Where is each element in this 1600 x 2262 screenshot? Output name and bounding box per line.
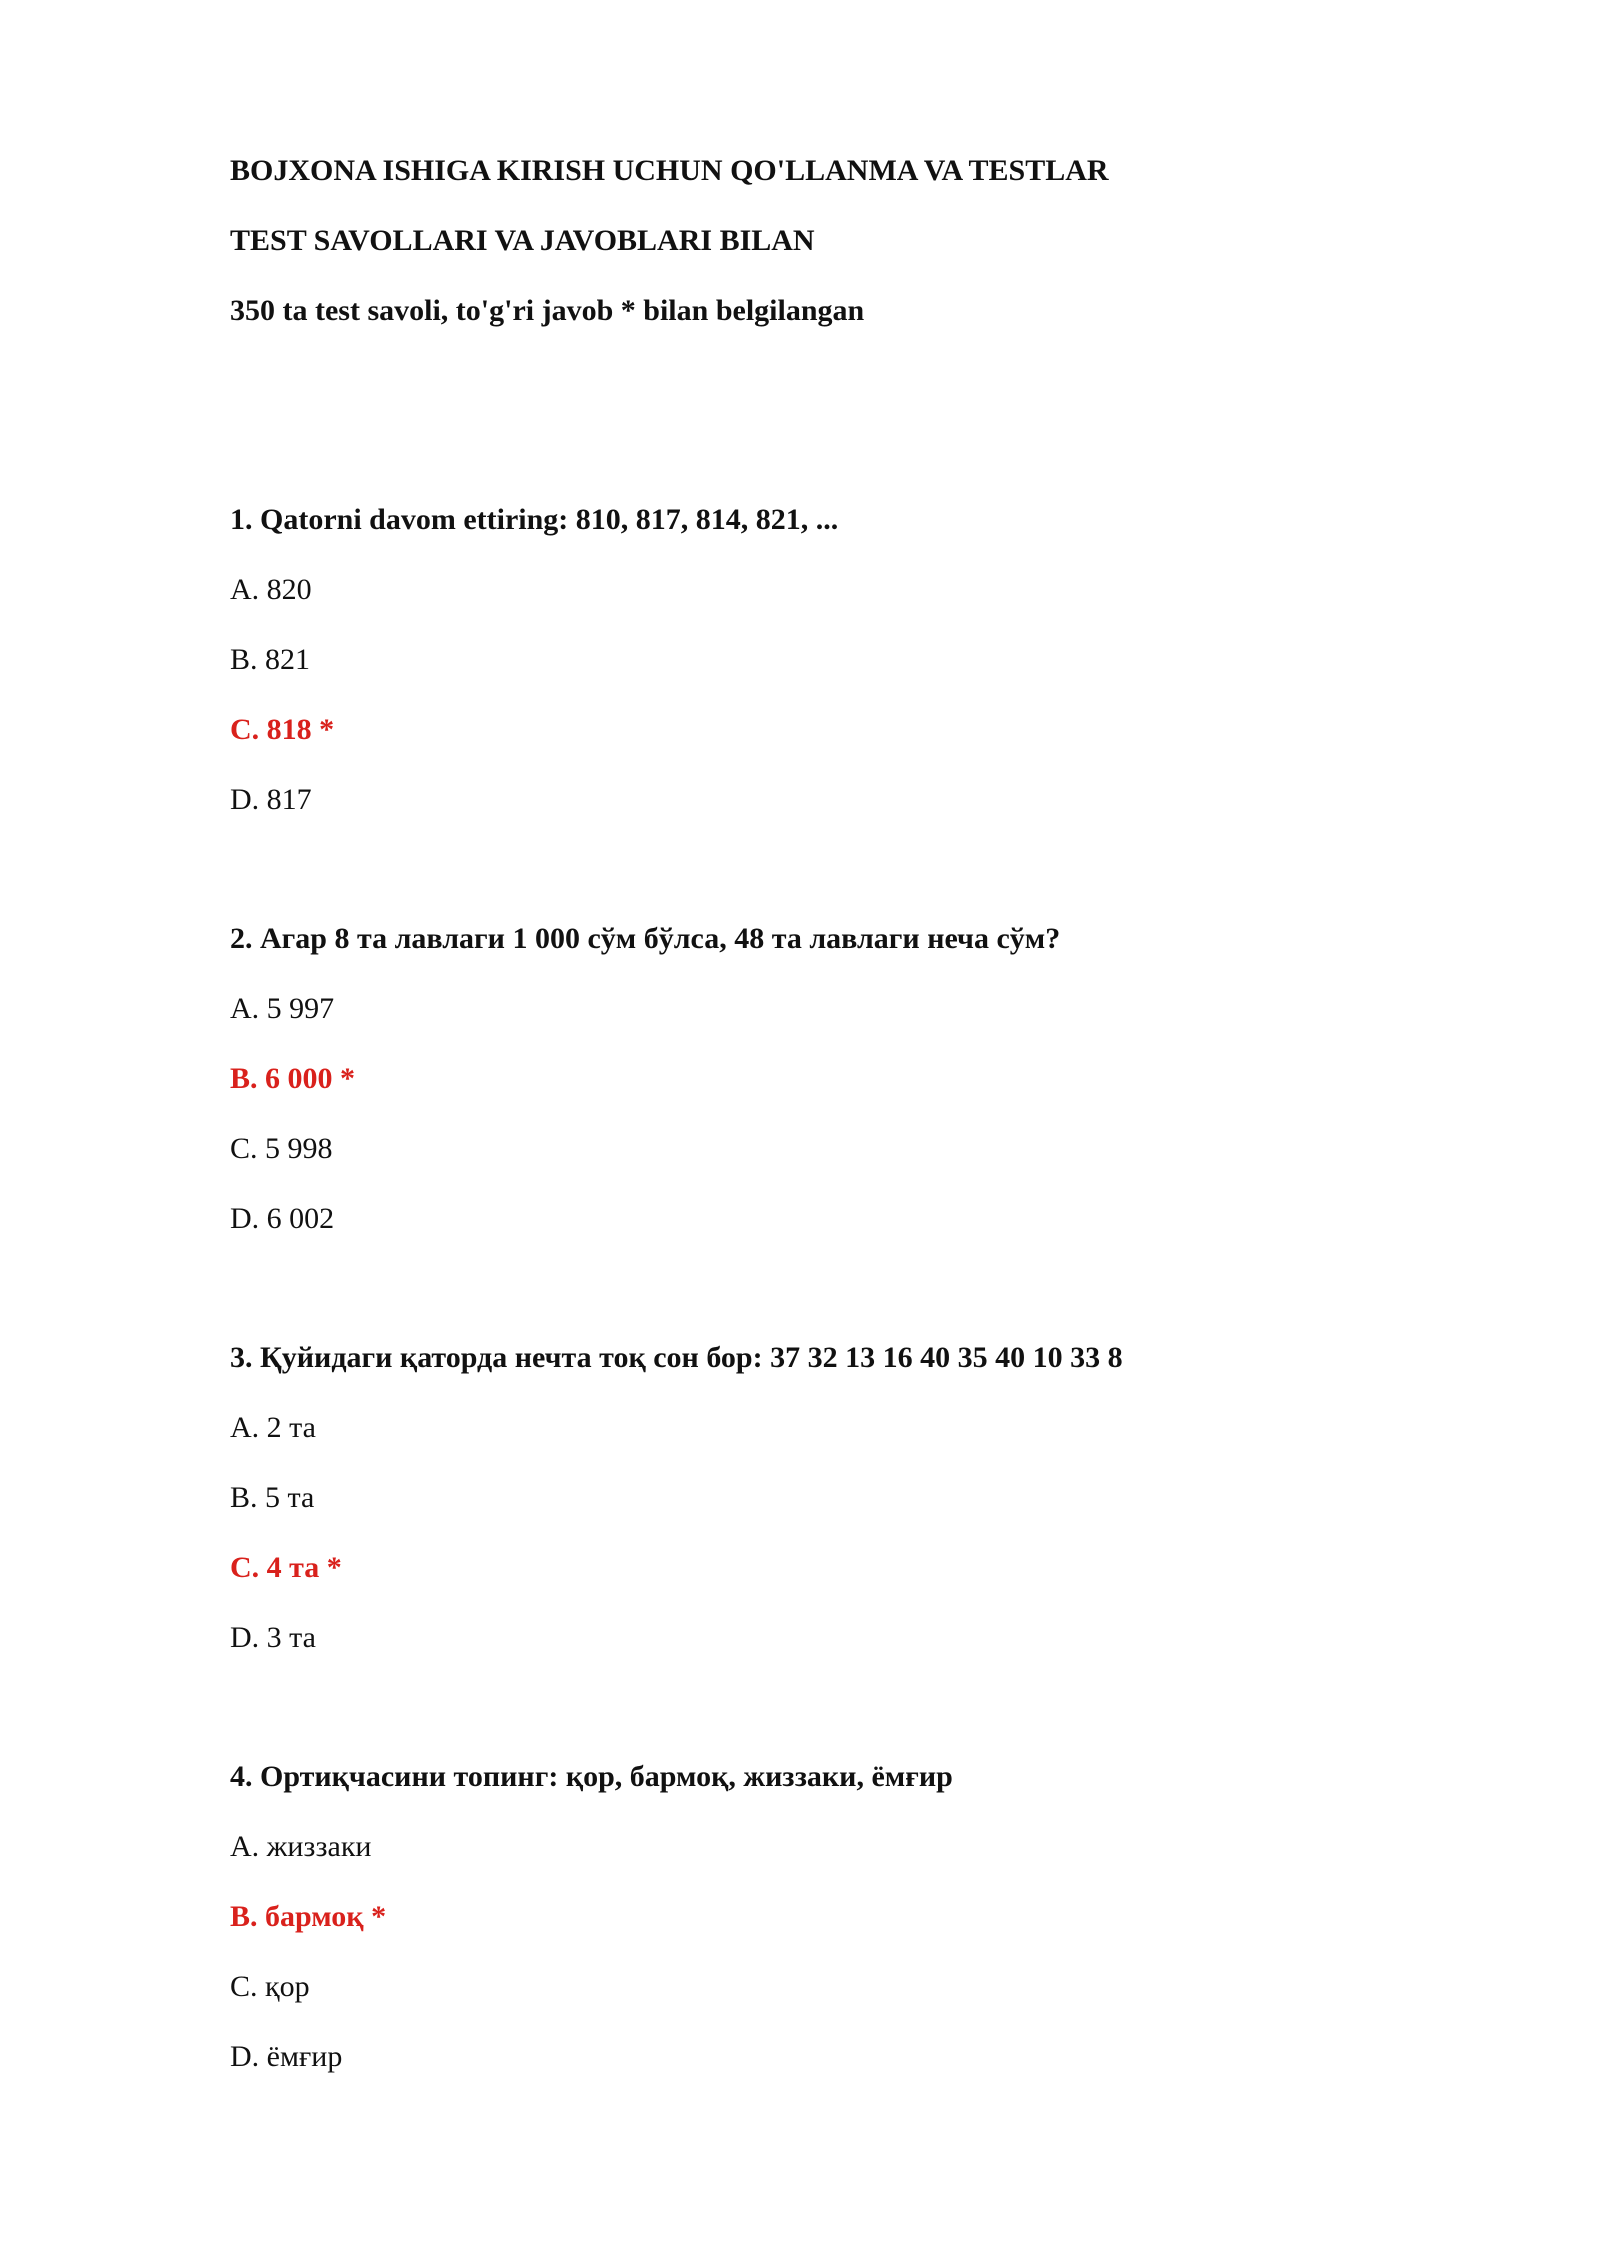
question-1-option-b: B. 821 (230, 643, 311, 676)
question-1-option-c-correct: C. 818 * (230, 713, 335, 746)
question-3-option-a: A. 2 та (230, 1411, 316, 1444)
question-4-option-d: D. ёмғир (230, 2040, 343, 2073)
document-note: 350 ta test savoli, to'g'ri javob * bilan belgilangan (230, 294, 865, 327)
document-title: BOJXONA ISHIGA KIRISH UCHUN QO'LLANMA VA TESTLAR (230, 154, 1109, 187)
question-3-option-d: D. 3 та (230, 1621, 316, 1654)
question-2-option-a: A. 5 997 (230, 992, 335, 1025)
question-2-option-d: D. 6 002 (230, 1202, 335, 1235)
question-2-text: 2. Агар 8 та лавлаги 1 000 сўм бўлса, 48 та лавлаги неча сўм? (230, 922, 1061, 955)
question-2-option-c: C. 5 998 (230, 1132, 333, 1165)
question-4-text: 4. Ортиқчасини топинг: қор, бармоқ, жиззаки, ёмғир (230, 1760, 953, 1793)
question-3-text: 3. Қуйидаги қаторда нечта тоқ сон бор: 37 32 13 16 40 35 40 10 33 8 (230, 1341, 1123, 1374)
question-3-option-b: B. 5 та (230, 1481, 315, 1514)
question-1-option-d: D. 817 (230, 783, 312, 816)
question-1-option-a: A. 820 (230, 573, 312, 606)
document-subtitle: TEST SAVOLLARI VA JAVOBLARI BILAN (230, 224, 815, 257)
question-4-option-c: C. қор (230, 1970, 310, 2003)
question-4-option-b-correct: B. бармоқ * (230, 1900, 387, 1933)
question-1-text: 1. Qatorni davom ettiring: 810, 817, 814, 821, ... (230, 503, 839, 536)
question-4-option-a: A. жиззаки (230, 1830, 372, 1863)
question-2-option-b-correct: B. 6 000 * (230, 1062, 356, 1095)
question-3-option-c-correct: C. 4 та * (230, 1551, 342, 1584)
